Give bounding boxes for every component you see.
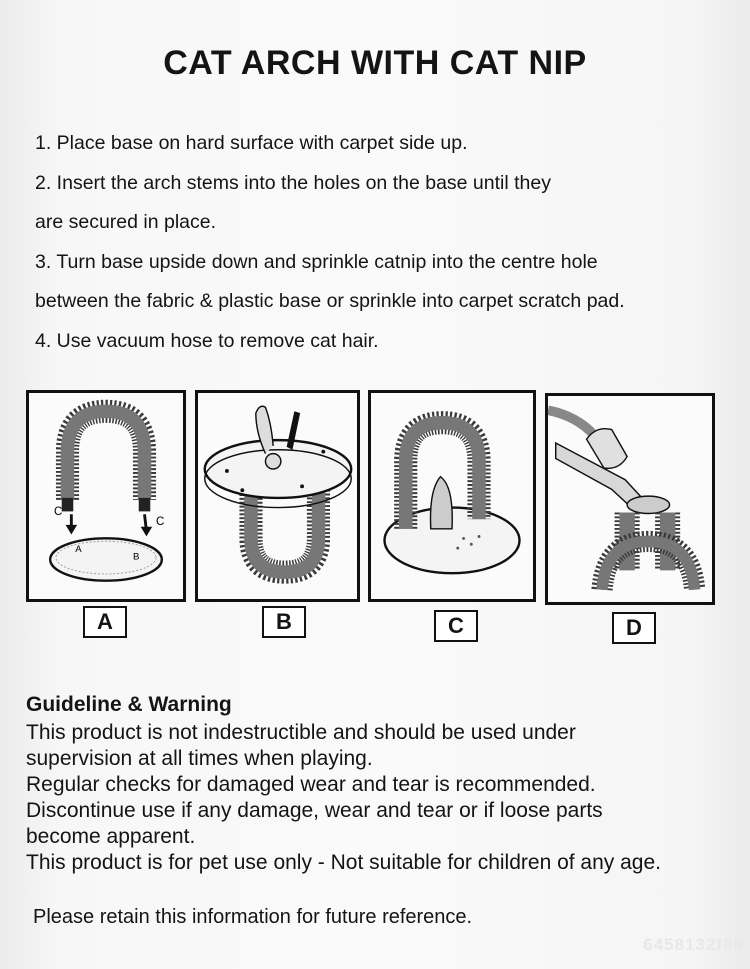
mark-a: A — [75, 543, 82, 555]
mark-c-left: C — [54, 506, 63, 519]
step-line: 2. Insert the arch stems into the holes on the base until they — [35, 171, 551, 194]
carpet-pad-illustration — [371, 393, 533, 599]
step-line: 1. Place base on hard surface with carpet side up. — [35, 132, 468, 154]
assembly-steps — [35, 128, 725, 365]
illustration-panel-b — [195, 390, 360, 602]
guideline-line: This product is not indestructible and should be used under — [26, 721, 576, 744]
step-line: 4. Use vacuum hose to remove cat hair. — [35, 329, 379, 352]
step-line: are secured in place. — [35, 211, 217, 233]
panel-label-b: B — [262, 606, 306, 638]
step-line: between the fabric & plastic base or sprinkle into carpet scratch pad. — [35, 290, 625, 312]
mark-c-right: C — [156, 515, 165, 528]
vacuum-hose-illustration — [548, 396, 712, 602]
panel-label-c: C — [434, 610, 478, 642]
panel-label-a: A — [83, 606, 127, 638]
image-code-watermark: 6458132f86 — [643, 935, 744, 954]
page-title: CAT ARCH WITH CAT NIP — [163, 44, 587, 82]
guideline-line: Regular checks for damaged wear and tear is recommended. — [26, 773, 596, 796]
illustration-panel-d — [545, 393, 715, 605]
mark-b: B — [132, 551, 140, 563]
guideline-line: Discontinue use if any damage, wear and tear or if loose parts — [26, 799, 603, 822]
guideline-section — [26, 690, 736, 876]
guideline-line: supervision at all times when playing. — [26, 747, 373, 770]
sprinkle-catnip-illustration — [198, 393, 357, 599]
guideline-heading: Guideline & Warning — [26, 693, 232, 716]
guideline-line: This product is for pet use only - Not suitable for children of any age. — [26, 851, 661, 874]
illustration-panel-c — [368, 390, 536, 602]
panel-label-d: D — [612, 612, 656, 644]
guideline-line: become apparent. — [26, 825, 196, 848]
retain-notice: Please retain this information for future reference. — [33, 906, 473, 928]
illustration-panel-a — [26, 390, 186, 602]
step-line: 3. Turn base upside down and sprinkle catnip into the centre hole — [35, 250, 598, 273]
arch-insert-illustration — [29, 393, 183, 599]
